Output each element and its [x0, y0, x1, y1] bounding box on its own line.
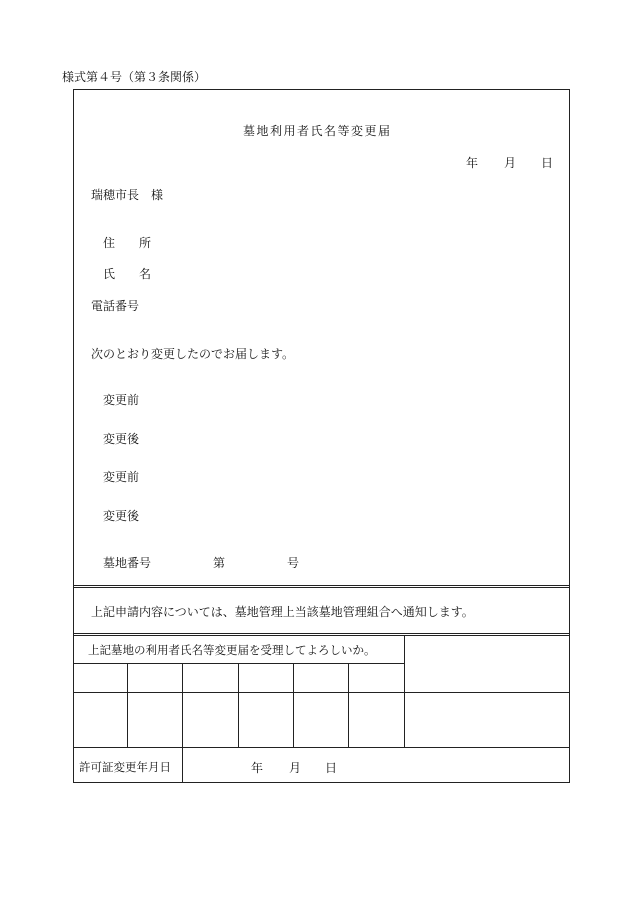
approval-question: 上記墓地の利用者氏名等変更届を受理してよろしいか。 — [88, 643, 376, 657]
change-after-label: 変更後 — [103, 432, 140, 446]
date-month: 月 — [504, 156, 517, 170]
statement-text: 次のとおり変更したのでお届します。 — [91, 347, 295, 361]
plot-number-go: 号 — [287, 556, 300, 570]
plot-number-label: 墓地番号 — [103, 556, 152, 570]
change-before-label: 変更前 — [103, 470, 140, 484]
permit-year: 年 — [251, 761, 264, 775]
permit-month: 月 — [289, 761, 302, 775]
notice-text: 上記申請内容については、墓地管理上当該墓地管理組合へ通知します。 — [91, 605, 474, 619]
date-day: 日 — [541, 156, 554, 170]
permit-day: 日 — [325, 761, 338, 775]
change-after-label: 変更後 — [103, 509, 140, 523]
change-before-label: 変更前 — [103, 393, 140, 407]
applicant-phone-label: 電話番号 — [91, 299, 140, 313]
addressee: 瑞穂市長 様 — [91, 188, 164, 202]
date-year: 年 — [466, 156, 479, 170]
permit-date-label: 許可証変更年月日 — [79, 760, 171, 774]
plot-number-dai: 第 — [213, 556, 226, 570]
applicant-address-label: 住 所 — [103, 236, 152, 250]
applicant-name-label: 氏 名 — [103, 267, 152, 281]
form-number-label: 様式第４号（第３条関係） — [62, 70, 207, 84]
form-title: 墓地利用者氏名等変更届 — [243, 124, 392, 138]
